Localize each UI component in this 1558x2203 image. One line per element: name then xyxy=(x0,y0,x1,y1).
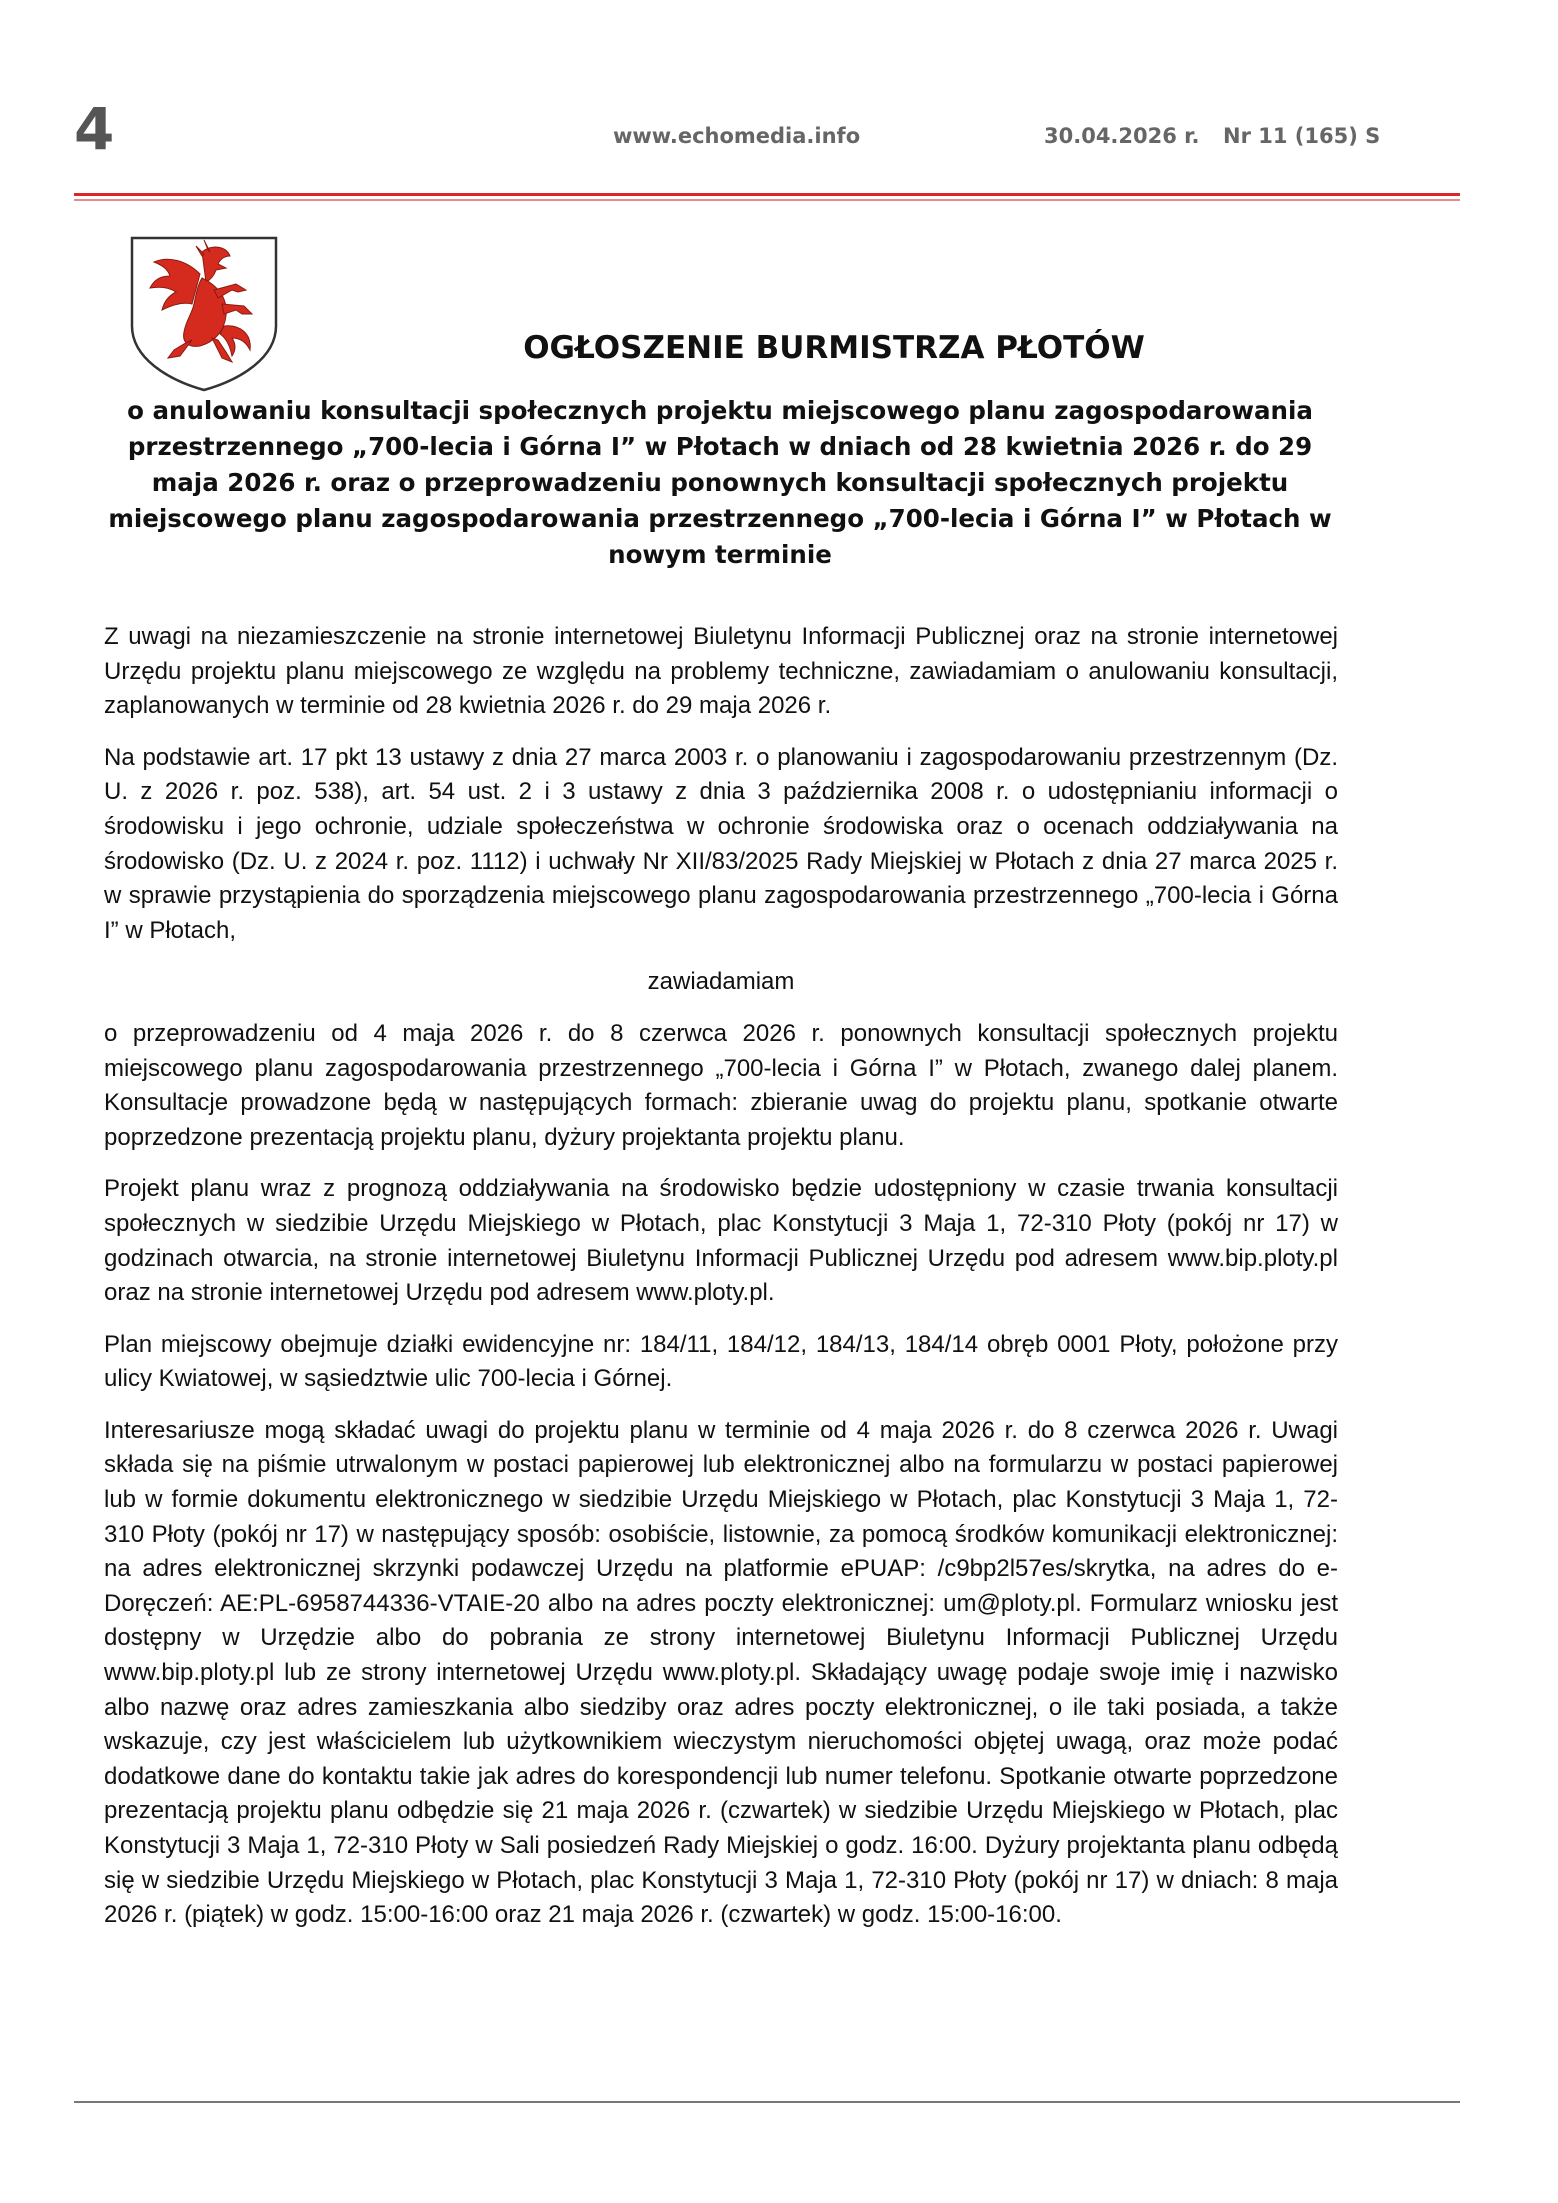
paragraph: Plan miejscowy obejmuje działki ewidencyjne nr: 184/11, 184/12, 184/13, 184/14 obręb 0001 Płoty, położone przy ulicy Kwiatowej, w sąsiedztwie ulic 700-lecia i Górnej. xyxy=(104,1330,1338,1393)
footer-divider xyxy=(74,2101,1460,2103)
paragraph: Na podstawie art. 17 pkt 13 ustawy z dnia 27 marca 2003 r. o planowaniu i zagospodarowaniu przestrzennym (Dz. U. z 2026 r. poz. 538), art. 54 ust. 2 i 3 ustawy z dnia 3 października 2008 r. o udostępnianiu informacji o środowisku i jego ochronie, udziale społeczeństwa w ochronie środowiska oraz o ocenach oddziaływania na środowisko (Dz. U. z 2024 r. poz. 1112) i uchwały Nr XII/83/2025 Rady Miejskiej w Płotach z dnia 27 marca 2025 r. w sprawie przystąpienia do sporządzenia miejscowego planu zagospodarowania przestrzennego „700-lecia i Górna I” w Płotach, xyxy=(104,743,1338,944)
header-divider-secondary xyxy=(74,199,1460,201)
header-date: 30.04.2026 r. xyxy=(1044,124,1200,148)
paragraph: o przeprowadzeniu od 4 maja 2026 r. do 8 czerwca 2026 r. ponownych konsultacji społecznych projektu miejscowego planu zagospodarowania przestrzennego „700-lecia i Górna I” w Płotach, zwanego dalej planem. Konsultacje prowadzone będą w następujących formach: zbieranie uwag do projektu planu, spotkanie otwarte poprzedzone prezentacją projektu planu, dyżury projektanta projektu planu. xyxy=(104,1019,1338,1151)
paragraph: Projekt planu wraz z prognozą oddziaływania na środowisko będzie udostępniony w czasie trwania konsultacji społecznych w siedzibie Urzędu Miejskiego w Płotach, plac Konstytucji 3 Maja 1, 72-310 Płoty (pokój nr 17) w godzinach otwarcia, na stronie internetowej Biuletynu Informacji Publicznej Urzędu pod adresem www.bip.ploty.pl oraz na stronie internetowej Urzędu pod adresem www.ploty.pl. xyxy=(104,1175,1338,1307)
header-issue: Nr 11 (165) S xyxy=(1223,124,1381,148)
header-divider xyxy=(74,193,1460,196)
page-number: 4 xyxy=(74,95,115,163)
announcement-title: OGŁOSZENIE BURMISTRZA PŁOTÓW xyxy=(523,330,1145,366)
paragraph: Interesariusze mogą składać uwagi do projektu planu w terminie od 4 maja 2026 r. do 8 czerwca 2026 r. Uwagi składa się na piśmie utrwalonym w postaci papierowej lub elektronicznej albo na formularzu w postaci papierowej lub w formie dokumentu elektronicznego w siedzibie Urzędu Miejskiego w Płotach, plac Konstytucji 3 Maja 1, 72-310 Płoty (pokój nr 17) w następujący sposób: osobiście, listownie, za pomocą środków komunikacji elektronicznej: na adres elektronicznej skrzynki podawczej Urzędu na platformie ePUAP: /c9bp2l57es/skrytka, na adres do e-Doręczeń: AE:PL-6958744336-VTAIE-20 albo na adres poczty elektronicznej: um@ploty.pl. Formularz wniosku jest dostępny w Urzędzie albo do pobrania ze strony internetowej Biuletynu Informacji Publicznej Urzędu www.bip.ploty.pl lub ze strony internetowej Urzędu www.ploty.pl. Składający uwagę podaje swoje imię i nazwisko albo nazwę oraz adres zamieszkania albo siedziby oraz adres poczty elektronicznej, o ile taki posiada, a także wskazuje, czy jest właścicielem lub użytkownikiem wieczystym nieruchomości objętej uwagą, oraz może podać dodatkowe dane do kontaktu takie jak adres do korespondencji lub numer telefonu. Spotkanie otwarte poprzedzone prezentacją projektu planu odbędzie się 21 maja 2026 r. (czwartek) w siedzibie Urzędu Miejskiego w Płotach, plac Konstytucji 3 Maja 1, 72-310 Płoty w Sali posiedzeń Rady Miejskiej o godz. 16:00. Dyżury projektanta planu odbędą się w siedzibie Urzędu Miejskiego w Płotach, plac Konstytucji 3 Maja 1, 72-310 Płoty (pokój nr 17) w dniach: 8 maja 2026 r. (piątek) w godz. 15:00-16:00 oraz 21 maja 2026 r. (czwartek) w godz. 15:00-16:00. xyxy=(104,1416,1338,1929)
header-website: www.echomedia.info xyxy=(613,124,861,148)
announcement-body xyxy=(104,620,1338,1950)
announcement-subtitle: o anulowaniu konsultacji społecznych projektu miejscowego planu zagospodarowania przestrzennego „700-lecia i Górna I” w Płotach w dniach od 28 kwietnia 2026 r. do 29 maja 2026 r. oraz o przeprowadzeniu ponownych konsultacji społecznych projektu miejscowego planu zagospodarowania przestrzennego „700-lecia i Górna I” w Płotach w nowym terminie xyxy=(108,396,1332,569)
paragraph-notice-word: zawiadamiam xyxy=(647,968,795,996)
paragraph: Z uwagi na niezamieszczenie na stronie internetowej Biuletynu Informacji Publicznej oraz na stronie internetowej Urzędu projektu planu miejscowego ze względu na problemy techniczne, zawiadamiam o anulowaniu konsultacji, zaplanowanych w terminie od 28 kwietnia 2026 r. do 29 maja 2026 r. xyxy=(104,623,1338,720)
griffin-coat-of-arms-icon xyxy=(128,234,280,394)
